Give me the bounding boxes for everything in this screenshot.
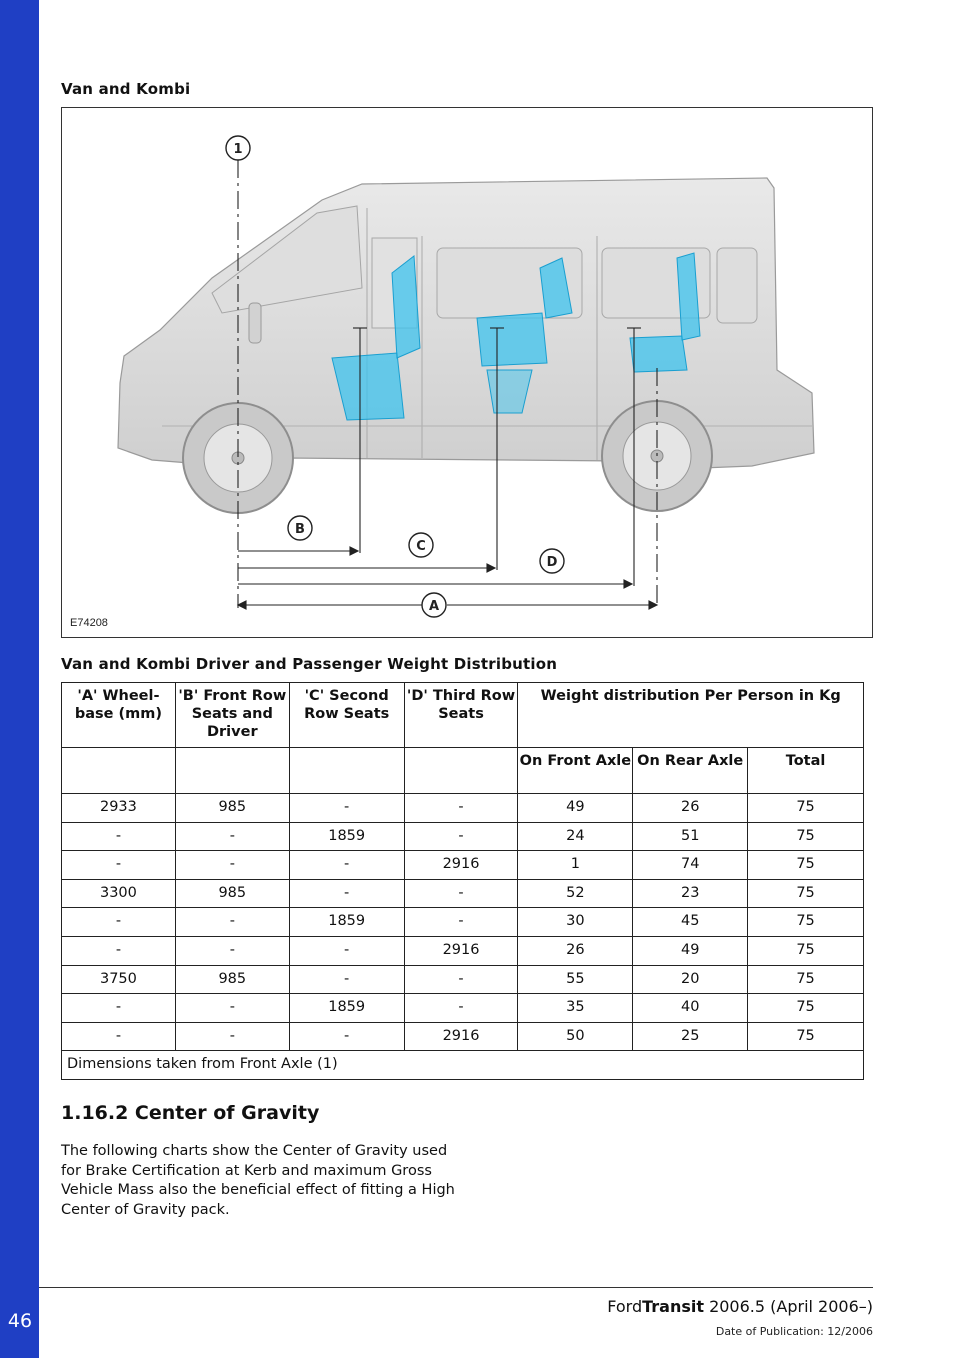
section-body: The following charts show the Center of Gravity used for Brake Certification at Kerb and maximum Gross Vehicle Mass also the beneficial effect of fitting a High Center of Gravity pack.	[61, 1143, 455, 1218]
col-header-c: 'C' Second Row Seats	[289, 683, 404, 748]
van-illustration	[62, 108, 872, 637]
table-cell: 49	[633, 936, 748, 965]
table-row	[62, 908, 864, 937]
table-cell: 1	[518, 851, 633, 880]
table-cell: -	[175, 994, 289, 1023]
table-cell: -	[289, 794, 404, 823]
table-cell: 23	[633, 879, 748, 908]
table-subheader-row	[62, 748, 864, 794]
table-row	[62, 851, 864, 880]
table-cell: -	[289, 851, 404, 880]
table-cell: -	[404, 908, 518, 937]
callout-d: D	[546, 555, 558, 570]
table-cell: 25	[633, 1022, 748, 1051]
table-cell: 985	[175, 965, 289, 994]
table-cell: 35	[518, 994, 633, 1023]
table-cell: 1859	[289, 994, 404, 1023]
table-cell: 74	[633, 851, 748, 880]
page-number: 46	[7, 1310, 33, 1332]
footer-title	[607, 1297, 873, 1316]
table-row	[62, 879, 864, 908]
table-cell: 985	[175, 879, 289, 908]
table-cell: -	[289, 879, 404, 908]
table-header-row	[62, 683, 864, 748]
table-row	[62, 1022, 864, 1051]
table-row	[62, 794, 864, 823]
col-header-front: On Front Axle	[518, 748, 633, 794]
col-header-total: Total	[748, 748, 864, 794]
table-row	[62, 822, 864, 851]
table-cell: -	[62, 822, 176, 851]
table-cell: -	[404, 965, 518, 994]
col-header-rear: On Rear Axle	[633, 748, 748, 794]
table-cell: 20	[633, 965, 748, 994]
table-cell: 45	[633, 908, 748, 937]
table-note: Dimensions taken from Front Axle (1)	[62, 1051, 864, 1080]
table-cell: 75	[748, 794, 864, 823]
col-header-a: 'A' Wheel-base (mm)	[62, 683, 176, 748]
table-cell: -	[404, 822, 518, 851]
table-cell: 26	[518, 936, 633, 965]
table-cell: 2916	[404, 936, 518, 965]
table-cell: -	[62, 851, 176, 880]
table-cell: 2933	[62, 794, 176, 823]
table-row	[62, 965, 864, 994]
table-cell: -	[175, 822, 289, 851]
footer-brand: Ford	[607, 1297, 643, 1316]
table-cell: -	[404, 794, 518, 823]
table-cell: -	[175, 936, 289, 965]
table-cell: 49	[518, 794, 633, 823]
table-cell: 30	[518, 908, 633, 937]
weight-distribution-table	[61, 682, 864, 1080]
table-cell: 52	[518, 879, 633, 908]
table-cell: -	[62, 1022, 176, 1051]
table-cell: -	[289, 1022, 404, 1051]
footer-model: Transit	[642, 1297, 704, 1316]
figure-code: E74208	[70, 617, 108, 629]
table-cell: 75	[748, 936, 864, 965]
table-cell: 55	[518, 965, 633, 994]
callout-a: A	[428, 599, 440, 614]
second-row-seat	[477, 313, 547, 366]
table-cell: 51	[633, 822, 748, 851]
table-cell: 75	[748, 822, 864, 851]
table-cell: 75	[748, 965, 864, 994]
table-cell: 75	[748, 994, 864, 1023]
callout-ref: 1	[233, 142, 243, 157]
table-note-row	[62, 1051, 864, 1080]
publication-date: Date of Publication: 12/2006	[715, 1325, 873, 1338]
figure-heading: Van and Kombi	[61, 80, 191, 98]
table-cell: 75	[748, 1022, 864, 1051]
side-window-4	[717, 248, 757, 323]
table-row	[62, 936, 864, 965]
table-cell: 1859	[289, 908, 404, 937]
table-cell: 75	[748, 908, 864, 937]
callout-b: B	[295, 522, 305, 537]
table-cell: 1859	[289, 822, 404, 851]
col-header-group: Weight distribution Per Person in Kg	[518, 683, 864, 748]
table-cell: 75	[748, 851, 864, 880]
table-row	[62, 994, 864, 1023]
table-heading: Van and Kombi Driver and Passenger Weight Distribution	[61, 655, 558, 673]
table-cell: 2916	[404, 851, 518, 880]
table-cell: 985	[175, 794, 289, 823]
footer-rule	[39, 1287, 873, 1288]
table-cell: 26	[633, 794, 748, 823]
table-cell: 3750	[62, 965, 176, 994]
sidebar	[0, 0, 39, 1358]
table-cell: -	[62, 936, 176, 965]
table-cell: -	[404, 879, 518, 908]
table-cell: -	[175, 1022, 289, 1051]
table-cell: -	[62, 908, 176, 937]
section-title: 1.16.2 Center of Gravity	[61, 1102, 320, 1124]
table-cell: 50	[518, 1022, 633, 1051]
third-row-seat	[630, 336, 687, 372]
table-cell: 75	[748, 879, 864, 908]
table-cell: 40	[633, 994, 748, 1023]
table-cell: 2916	[404, 1022, 518, 1051]
table-cell: -	[62, 994, 176, 1023]
table-cell: 3300	[62, 879, 176, 908]
callout-c: C	[416, 539, 426, 554]
col-header-d: 'D' Third Row Seats	[404, 683, 518, 748]
table-cell: -	[175, 851, 289, 880]
table-cell: -	[289, 936, 404, 965]
col-header-b: 'B' Front Row Seats and Driver	[175, 683, 289, 748]
van-figure	[61, 107, 873, 638]
table-cell: -	[404, 994, 518, 1023]
table-cell: 24	[518, 822, 633, 851]
table-cell: -	[175, 908, 289, 937]
footer-version: 2006.5 (April 2006–)	[703, 1297, 873, 1316]
table-cell: -	[289, 965, 404, 994]
